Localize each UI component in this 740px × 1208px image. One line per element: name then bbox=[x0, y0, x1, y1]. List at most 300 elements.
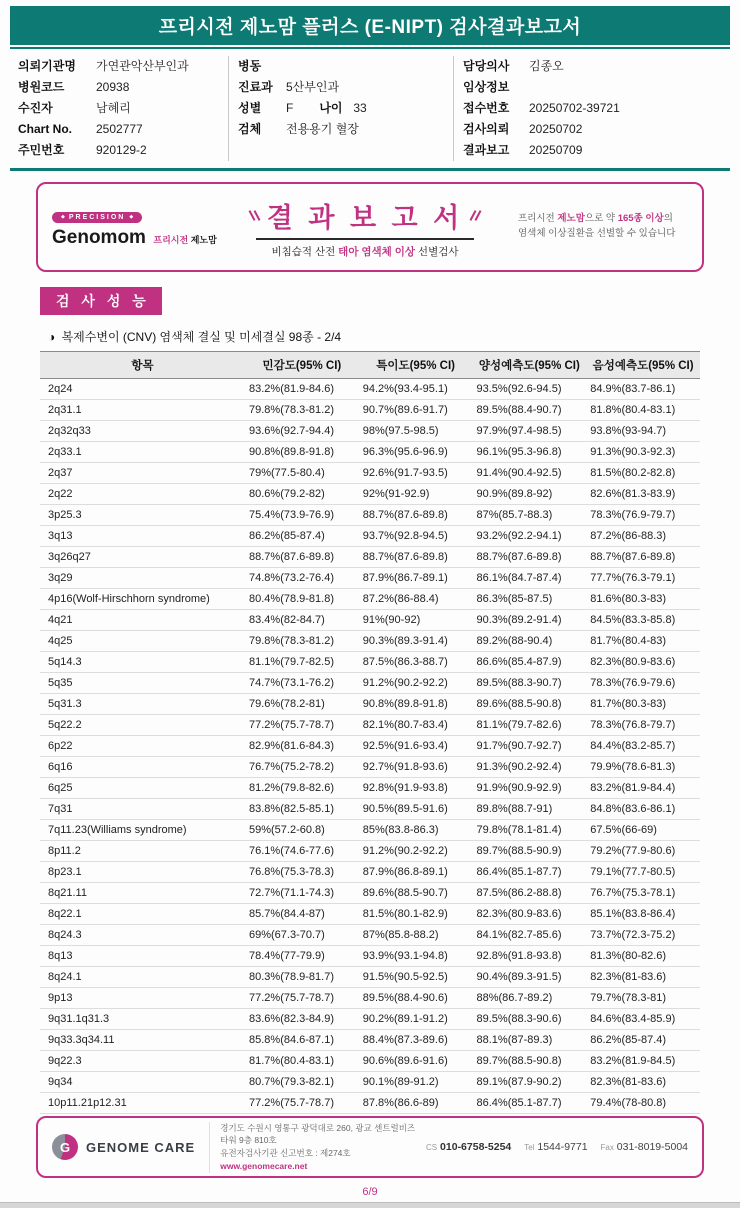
table-row bbox=[40, 715, 700, 736]
column-header: 항목 bbox=[40, 352, 245, 379]
item-cell: 7q11.23(Williams syndrome) bbox=[40, 820, 245, 841]
brand-line bbox=[52, 227, 217, 249]
item-cell: 6q25 bbox=[40, 778, 245, 799]
page-bottom-edge bbox=[0, 1202, 740, 1208]
value-cell: 88.7%(87.6-89.8) bbox=[586, 547, 700, 568]
value-cell: 89.5%(88.3-90.7) bbox=[473, 673, 587, 694]
item-cell: 2q22 bbox=[40, 484, 245, 505]
field-label: 병동 bbox=[238, 59, 262, 73]
field-value: 33 bbox=[353, 101, 367, 115]
item-cell: 6p22 bbox=[40, 736, 245, 757]
value-cell: 90.6%(89.6-91.6) bbox=[359, 1051, 473, 1072]
value-cell: 82.9%(81.6-84.3) bbox=[245, 736, 359, 757]
value-cell: 89.7%(88.5-90.9) bbox=[473, 841, 587, 862]
item-cell: 9q34 bbox=[40, 1072, 245, 1093]
value-cell: 90.3%(89.3-91.4) bbox=[359, 631, 473, 652]
table-row bbox=[40, 841, 700, 862]
field-value: 20938 bbox=[96, 80, 130, 94]
value-cell: 79%(77.5-80.4) bbox=[245, 463, 359, 484]
value-cell: 92.8%(91.8-93.8) bbox=[473, 946, 587, 967]
diamond-icon: ◆ bbox=[129, 214, 134, 220]
table-row bbox=[40, 778, 700, 799]
value-cell: 96.3%(95.6-96.9) bbox=[359, 442, 473, 463]
value-cell: 87.9%(86.8-89.1) bbox=[359, 862, 473, 883]
item-cell: 3p25.3 bbox=[40, 505, 245, 526]
table-row bbox=[40, 400, 700, 421]
table-header-row bbox=[40, 352, 700, 379]
value-cell: 82.3%(80.9-83.6) bbox=[586, 652, 700, 673]
item-cell: 8q24.1 bbox=[40, 967, 245, 988]
value-cell: 78.3%(76.9-79.7) bbox=[586, 505, 700, 526]
value-cell: 88.7%(87.6-89.8) bbox=[473, 547, 587, 568]
table-row bbox=[40, 673, 700, 694]
patient-info-field bbox=[238, 56, 453, 77]
value-cell: 87.2%(86-88.3) bbox=[586, 526, 700, 547]
field-label: 나이 bbox=[319, 101, 343, 115]
value-cell: 89.5%(88.3-90.6) bbox=[473, 1009, 587, 1030]
value-cell: 92%(91-92.9) bbox=[359, 484, 473, 505]
value-cell: 78.4%(77-79.9) bbox=[245, 946, 359, 967]
table-row bbox=[40, 547, 700, 568]
section-divider bbox=[10, 168, 730, 171]
website-link[interactable]: www.genomecare.net bbox=[220, 1160, 308, 1171]
result-title-underline bbox=[256, 238, 474, 240]
table-row bbox=[40, 904, 700, 925]
item-cell: 8q24.3 bbox=[40, 925, 245, 946]
value-cell: 81.6%(80.3-83) bbox=[586, 589, 700, 610]
value-cell: 81.7%(80.3-83) bbox=[586, 694, 700, 715]
table-caption-text: 복제수변이 (CNV) 염색체 결실 및 미세결실 98종 - 2/4 bbox=[61, 330, 342, 344]
item-cell: 3q29 bbox=[40, 568, 245, 589]
value-cell: 79.6%(78.2-81) bbox=[245, 694, 359, 715]
value-cell: 91.3%(90.3-92.3) bbox=[586, 442, 700, 463]
value-cell: 93.7%(92.8-94.5) bbox=[359, 526, 473, 547]
patient-info-field bbox=[238, 98, 453, 119]
precision-badge-label: PRECISION bbox=[68, 213, 126, 221]
value-cell: 80.7%(79.3-82.1) bbox=[245, 1072, 359, 1093]
value-cell: 93.5%(92.6-94.5) bbox=[473, 379, 587, 400]
patient-info-field bbox=[463, 140, 732, 161]
column-header: 음성예측도(95% CI) bbox=[586, 352, 700, 379]
value-cell: 88.7%(87.6-89.8) bbox=[359, 547, 473, 568]
value-cell: 79.2%(77.9-80.6) bbox=[586, 841, 700, 862]
field-value: 5산부인과 bbox=[286, 80, 340, 94]
result-title-block bbox=[222, 196, 508, 259]
value-cell: 83.2%(81.9-84.5) bbox=[586, 1051, 700, 1072]
item-cell: 2q32q33 bbox=[40, 421, 245, 442]
field-label: 담당의사 bbox=[463, 59, 510, 73]
table-row bbox=[40, 526, 700, 547]
result-report-title: 결 과 보 고 서 bbox=[266, 202, 464, 233]
value-cell: 75.4%(73.9-76.9) bbox=[245, 505, 359, 526]
field-label: 수진자 bbox=[18, 101, 53, 115]
field-value: 920129-2 bbox=[96, 143, 147, 157]
item-cell: 5q31.3 bbox=[40, 694, 245, 715]
value-cell: 73.7%(72.3-75.2) bbox=[586, 925, 700, 946]
value-cell: 86.2%(85-87.4) bbox=[245, 526, 359, 547]
value-cell: 80.4%(78.9-81.8) bbox=[245, 589, 359, 610]
result-subtitle: 비침습적 산전 태아 염색체 이상 선별검사 bbox=[271, 245, 459, 258]
value-cell: 90.4%(89.3-91.5) bbox=[473, 967, 587, 988]
field-label: 의뢰기관명 bbox=[18, 59, 76, 73]
table-row bbox=[40, 631, 700, 652]
table-row bbox=[40, 379, 700, 400]
table-row bbox=[40, 505, 700, 526]
field-value: 20250702-39721 bbox=[529, 101, 620, 115]
table-row bbox=[40, 568, 700, 589]
value-cell: 77.2%(75.7-78.7) bbox=[245, 1093, 359, 1114]
value-cell: 84.6%(83.4-85.9) bbox=[586, 1009, 700, 1030]
diamond-icon: ◆ bbox=[61, 214, 65, 220]
patient-info-field bbox=[463, 56, 732, 77]
table-row bbox=[40, 1009, 700, 1030]
value-cell: 85.7%(84.4-87) bbox=[245, 904, 359, 925]
table-row bbox=[40, 694, 700, 715]
value-cell: 87.5%(86.2-88.8) bbox=[473, 883, 587, 904]
value-cell: 86.4%(85.1-87.7) bbox=[473, 862, 587, 883]
section-title: 검 사 성 능 bbox=[56, 293, 150, 309]
field-label: 접수번호 bbox=[463, 101, 510, 115]
value-cell: 83.8%(82.5-85.1) bbox=[245, 799, 359, 820]
value-cell: 83.2%(81.9-84.4) bbox=[586, 778, 700, 799]
value-cell: 74.7%(73.1-76.2) bbox=[245, 673, 359, 694]
value-cell: 67.5%(66-69) bbox=[586, 820, 700, 841]
value-cell: 93.8%(93-94.7) bbox=[586, 421, 700, 442]
brand-subtitle: 프리시전 제노맘 bbox=[153, 235, 217, 245]
value-cell: 87%(85.8-88.2) bbox=[359, 925, 473, 946]
value-cell: 81.5%(80.1-82.9) bbox=[359, 904, 473, 925]
item-cell: 5q14.3 bbox=[40, 652, 245, 673]
value-cell: 92.6%(91.7-93.5) bbox=[359, 463, 473, 484]
table-caption bbox=[48, 328, 700, 345]
value-cell: 88.7%(87.6-89.8) bbox=[359, 505, 473, 526]
genomecare-logo-icon: G bbox=[52, 1134, 78, 1160]
value-cell: 91.2%(90.2-92.2) bbox=[359, 673, 473, 694]
patient-info-section bbox=[0, 49, 740, 166]
value-cell: 89.5%(88.4-90.6) bbox=[359, 988, 473, 1009]
performance-table bbox=[40, 351, 700, 1114]
brand-name: Genomom bbox=[52, 227, 146, 248]
cs-label: CS bbox=[426, 1143, 438, 1152]
table-row bbox=[40, 883, 700, 904]
value-cell: 85.8%(84.6-87.1) bbox=[245, 1030, 359, 1051]
field-value: 김종오 bbox=[529, 59, 564, 73]
table-row bbox=[40, 925, 700, 946]
patient-info-field bbox=[238, 119, 453, 140]
value-cell: 90.9%(89.8-92) bbox=[473, 484, 587, 505]
table-row bbox=[40, 988, 700, 1009]
field-label: 병원코드 bbox=[18, 80, 65, 94]
cs-number: 010-6758-5254 bbox=[440, 1141, 512, 1153]
value-cell: 90.8%(89.8-91.8) bbox=[359, 694, 473, 715]
field-label: 진료과 bbox=[238, 80, 273, 94]
value-cell: 77.7%(76.3-79.1) bbox=[586, 568, 700, 589]
value-cell: 76.7%(75.2-78.2) bbox=[245, 757, 359, 778]
table-row bbox=[40, 442, 700, 463]
genomecare-brand: GENOME CARE bbox=[86, 1139, 196, 1155]
value-cell: 74.8%(73.2-76.4) bbox=[245, 568, 359, 589]
value-cell: 93.6%(92.7-94.4) bbox=[245, 421, 359, 442]
tel-label: Tel bbox=[524, 1143, 535, 1152]
tel-number: 1544-9771 bbox=[537, 1141, 588, 1153]
field-label: 임상정보 bbox=[463, 80, 510, 94]
value-cell: 89.8%(88.7-91) bbox=[473, 799, 587, 820]
table-row bbox=[40, 652, 700, 673]
table-row bbox=[40, 421, 700, 442]
value-cell: 90.7%(89.6-91.7) bbox=[359, 400, 473, 421]
value-cell: 85.1%(83.8-86.4) bbox=[586, 904, 700, 925]
value-cell: 72.7%(71.1-74.3) bbox=[245, 883, 359, 904]
patient-info-field bbox=[18, 98, 228, 119]
page-number: 6/9 bbox=[362, 1186, 378, 1198]
value-cell: 88.7%(87.6-89.8) bbox=[245, 547, 359, 568]
field-value: 전용용기 혈장 bbox=[286, 122, 359, 136]
genomom-logo bbox=[52, 205, 217, 249]
value-cell: 81.5%(80.2-82.8) bbox=[586, 463, 700, 484]
patient-info-field bbox=[18, 140, 228, 161]
column-header: 양성예측도(95% CI) bbox=[473, 352, 587, 379]
value-cell: 76.8%(75.3-78.3) bbox=[245, 862, 359, 883]
value-cell: 79.8%(78.1-81.4) bbox=[473, 820, 587, 841]
item-cell: 8q22.1 bbox=[40, 904, 245, 925]
item-cell: 2q24 bbox=[40, 379, 245, 400]
value-cell: 91.7%(90.7-92.7) bbox=[473, 736, 587, 757]
value-cell: 88.4%(87.3-89.6) bbox=[359, 1030, 473, 1051]
field-value: 2502777 bbox=[96, 122, 143, 136]
table-row bbox=[40, 589, 700, 610]
table-row bbox=[40, 946, 700, 967]
value-cell: 89.2%(88-90.4) bbox=[473, 631, 587, 652]
item-cell: 4p16(Wolf-Hirschhorn syndrome) bbox=[40, 589, 245, 610]
value-cell: 82.6%(81.3-83.9) bbox=[586, 484, 700, 505]
item-cell: 8q21.11 bbox=[40, 883, 245, 904]
item-cell: 5q22.2 bbox=[40, 715, 245, 736]
value-cell: 77.2%(75.7-78.7) bbox=[245, 715, 359, 736]
value-cell: 79.7%(78.3-81) bbox=[586, 988, 700, 1009]
item-cell: 8p23.1 bbox=[40, 862, 245, 883]
value-cell: 87%(85.7-88.3) bbox=[473, 505, 587, 526]
value-cell: 92.8%(91.9-93.8) bbox=[359, 778, 473, 799]
value-cell: 80.3%(78.9-81.7) bbox=[245, 967, 359, 988]
item-cell: 8p11.2 bbox=[40, 841, 245, 862]
field-value: F bbox=[286, 101, 294, 115]
value-cell: 90.1%(89-91.2) bbox=[359, 1072, 473, 1093]
item-cell: 10p11.21p12.31 bbox=[40, 1093, 245, 1114]
value-cell: 82.3%(80.9-83.6) bbox=[473, 904, 587, 925]
value-cell: 79.8%(78.3-81.2) bbox=[245, 400, 359, 421]
item-cell: 9q22.3 bbox=[40, 1051, 245, 1072]
patient-info-field bbox=[18, 56, 228, 77]
value-cell: 79.4%(78-80.8) bbox=[586, 1093, 700, 1114]
footer bbox=[36, 1116, 704, 1178]
value-cell: 59%(57.2-60.8) bbox=[245, 820, 359, 841]
item-cell: 2q31.1 bbox=[40, 400, 245, 421]
value-cell: 88%(86.7-89.2) bbox=[473, 988, 587, 1009]
value-cell: 81.2%(79.8-82.6) bbox=[245, 778, 359, 799]
item-cell: 4q25 bbox=[40, 631, 245, 652]
value-cell: 82.1%(80.7-83.4) bbox=[359, 715, 473, 736]
address-line: 경기도 수원시 영통구 광덕대로 260, 광교 센트럴비즈타워 9층 810호 bbox=[220, 1122, 416, 1146]
value-cell: 79.1%(77.7-80.5) bbox=[586, 862, 700, 883]
value-cell: 83.4%(82-84.7) bbox=[245, 610, 359, 631]
patient-info-column bbox=[18, 56, 228, 161]
value-cell: 79.9%(78.6-81.3) bbox=[586, 757, 700, 778]
half-circle-icon: ◑ bbox=[48, 330, 56, 344]
value-cell: 91%(90-92) bbox=[359, 610, 473, 631]
footer-contact bbox=[426, 1141, 688, 1153]
value-cell: 86.6%(85.4-87.9) bbox=[473, 652, 587, 673]
table-row bbox=[40, 1072, 700, 1093]
value-cell: 93.9%(93.1-94.8) bbox=[359, 946, 473, 967]
table-row bbox=[40, 967, 700, 988]
table-row bbox=[40, 1051, 700, 1072]
fax-label: Fax bbox=[600, 1143, 614, 1152]
footer-address bbox=[209, 1122, 418, 1173]
result-report-box bbox=[36, 182, 704, 272]
value-cell: 96.1%(95.3-96.8) bbox=[473, 442, 587, 463]
patient-info-column bbox=[453, 56, 732, 161]
item-cell: 9p13 bbox=[40, 988, 245, 1009]
value-cell: 91.9%(90.9-92.9) bbox=[473, 778, 587, 799]
value-cell: 82.3%(81-83.6) bbox=[586, 1072, 700, 1093]
value-cell: 90.5%(89.5-91.6) bbox=[359, 799, 473, 820]
field-label: 주민번호 bbox=[18, 143, 65, 157]
report-title: 프리시전 제노맘 플러스 (E-NIPT) 검사결과보고서 bbox=[158, 17, 582, 38]
patient-info-column bbox=[228, 56, 453, 161]
value-cell: 84.4%(83.2-85.7) bbox=[586, 736, 700, 757]
value-cell: 84.1%(82.7-85.6) bbox=[473, 925, 587, 946]
value-cell: 84.8%(83.6-86.1) bbox=[586, 799, 700, 820]
precision-badge bbox=[52, 212, 142, 223]
value-cell: 92.7%(91.8-93.6) bbox=[359, 757, 473, 778]
value-cell: 87.5%(86.3-88.7) bbox=[359, 652, 473, 673]
patient-info-field bbox=[18, 119, 228, 140]
field-value: 20250709 bbox=[529, 143, 583, 157]
patient-info-field bbox=[238, 77, 453, 98]
table-row bbox=[40, 820, 700, 841]
value-cell: 88.1%(87-89.3) bbox=[473, 1030, 587, 1051]
value-cell: 91.5%(90.5-92.5) bbox=[359, 967, 473, 988]
item-cell: 3q26q27 bbox=[40, 547, 245, 568]
value-cell: 89.6%(88.5-90.8) bbox=[473, 694, 587, 715]
value-cell: 83.2%(81.9-84.6) bbox=[245, 379, 359, 400]
patient-info-field bbox=[463, 119, 732, 140]
value-cell: 81.8%(80.4-83.1) bbox=[586, 400, 700, 421]
value-cell: 98%(97.5-98.5) bbox=[359, 421, 473, 442]
value-cell: 86.2%(85-87.4) bbox=[586, 1030, 700, 1051]
value-cell: 86.4%(85.1-87.7) bbox=[473, 1093, 587, 1114]
value-cell: 77.2%(75.7-78.7) bbox=[245, 988, 359, 1009]
field-label: 검사의뢰 bbox=[463, 122, 510, 136]
column-header: 민감도(95% CI) bbox=[245, 352, 359, 379]
value-cell: 91.3%(90.2-92.4) bbox=[473, 757, 587, 778]
field-value: 20250702 bbox=[529, 122, 583, 136]
item-cell: 3q13 bbox=[40, 526, 245, 547]
table-body bbox=[40, 379, 700, 1114]
table-row bbox=[40, 757, 700, 778]
section-header-performance bbox=[40, 287, 162, 315]
item-cell: 6q16 bbox=[40, 757, 245, 778]
value-cell: 85%(83.8-86.3) bbox=[359, 820, 473, 841]
registration-line: 유전자검사기관 신고번호 : 제274호 bbox=[220, 1148, 351, 1158]
item-cell: 9q33.3q34.11 bbox=[40, 1030, 245, 1051]
value-cell: 94.2%(93.4-95.1) bbox=[359, 379, 473, 400]
value-cell: 78.3%(76.8-79.7) bbox=[586, 715, 700, 736]
table-row bbox=[40, 862, 700, 883]
value-cell: 84.9%(83.7-86.1) bbox=[586, 379, 700, 400]
value-cell: 90.2%(89.1-91.2) bbox=[359, 1009, 473, 1030]
value-cell: 89.7%(88.5-90.8) bbox=[473, 1051, 587, 1072]
value-cell: 89.6%(88.5-90.7) bbox=[359, 883, 473, 904]
field-label: Chart No. bbox=[18, 122, 72, 136]
table-row bbox=[40, 463, 700, 484]
value-cell: 79.8%(78.3-81.2) bbox=[245, 631, 359, 652]
value-cell: 93.2%(92.2-94.1) bbox=[473, 526, 587, 547]
patient-info-field bbox=[463, 77, 732, 98]
value-cell: 87.8%(86.6-89) bbox=[359, 1093, 473, 1114]
item-cell: 2q33.1 bbox=[40, 442, 245, 463]
table-row bbox=[40, 1093, 700, 1114]
table-row bbox=[40, 610, 700, 631]
value-cell: 87.9%(86.7-89.1) bbox=[359, 568, 473, 589]
value-cell: 92.5%(91.6-93.4) bbox=[359, 736, 473, 757]
value-cell: 81.1%(79.7-82.5) bbox=[245, 652, 359, 673]
item-cell: 5q35 bbox=[40, 673, 245, 694]
value-cell: 89.1%(87.9-90.2) bbox=[473, 1072, 587, 1093]
item-cell: 9q31.1q31.3 bbox=[40, 1009, 245, 1030]
value-cell: 90.3%(89.2-91.4) bbox=[473, 610, 587, 631]
field-value: 남혜리 bbox=[96, 101, 131, 115]
value-cell: 87.2%(86-88.4) bbox=[359, 589, 473, 610]
table-row bbox=[40, 736, 700, 757]
value-cell: 82.3%(81-83.6) bbox=[586, 967, 700, 988]
item-cell: 7q31 bbox=[40, 799, 245, 820]
value-cell: 90.8%(89.8-91.8) bbox=[245, 442, 359, 463]
patient-info-field bbox=[463, 98, 732, 119]
value-cell: 81.1%(79.7-82.6) bbox=[473, 715, 587, 736]
value-cell: 81.7%(80.4-83.1) bbox=[245, 1051, 359, 1072]
value-cell: 76.7%(75.3-78.1) bbox=[586, 883, 700, 904]
value-cell: 69%(67.3-70.7) bbox=[245, 925, 359, 946]
field-label: 결과보고 bbox=[463, 143, 510, 157]
item-cell: 8q13 bbox=[40, 946, 245, 967]
table-row bbox=[40, 484, 700, 505]
item-cell: 4q21 bbox=[40, 610, 245, 631]
value-cell: 91.4%(90.4-92.5) bbox=[473, 463, 587, 484]
value-cell: 86.1%(84.7-87.4) bbox=[473, 568, 587, 589]
value-cell: 97.9%(97.4-98.5) bbox=[473, 421, 587, 442]
value-cell: 76.1%(74.6-77.6) bbox=[245, 841, 359, 862]
result-note: 프리시전 제노맘으로 약 165종 이상의 염색체 이상질환을 선별할 수 있습니다 bbox=[518, 213, 676, 239]
item-cell: 2q37 bbox=[40, 463, 245, 484]
value-cell: 91.2%(90.2-92.2) bbox=[359, 841, 473, 862]
column-header: 특이도(95% CI) bbox=[359, 352, 473, 379]
table-row bbox=[40, 799, 700, 820]
value-cell: 81.7%(80.4-83) bbox=[586, 631, 700, 652]
table-row bbox=[40, 1030, 700, 1051]
value-cell: 89.5%(88.4-90.7) bbox=[473, 400, 587, 421]
field-label: 검체 bbox=[238, 122, 262, 136]
field-label: 성별 bbox=[238, 101, 262, 115]
patient-info-field bbox=[18, 77, 228, 98]
value-cell: 83.6%(82.3-84.9) bbox=[245, 1009, 359, 1030]
value-cell: 78.3%(76.9-79.6) bbox=[586, 673, 700, 694]
fax-number: 031-8019-5004 bbox=[616, 1141, 688, 1153]
value-cell: 81.3%(80-82.6) bbox=[586, 946, 700, 967]
field-value: 가연관악산부인과 bbox=[96, 59, 189, 73]
value-cell: 84.5%(83.3-85.8) bbox=[586, 610, 700, 631]
report-header-banner bbox=[10, 6, 730, 45]
